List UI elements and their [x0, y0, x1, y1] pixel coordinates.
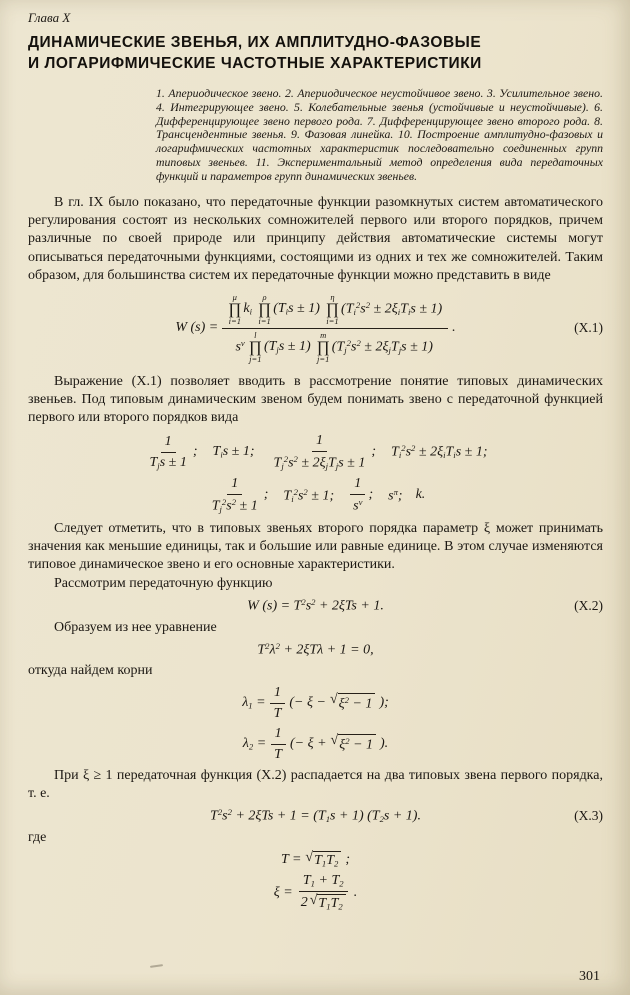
x1-period: .: [452, 320, 456, 336]
product-term: [228, 293, 252, 326]
equation-T-body: [28, 851, 603, 869]
paragraph-where: где: [28, 829, 47, 845]
paragraph-intro: В гл. IX было показано, что передаточные функции разомкнутых систем автоматического регулирования состоят из нескольких сомножителей первого или второго порядков, причем различные по своей природе или принципу действия автоматические системы могут описываться передаточными функциями, состоящими из одних и тех же сомножителей. Таким образом, для большинства систем их передаточные функции можно представить в виде: [28, 194, 603, 284]
equation-x3-body: [28, 807, 603, 824]
product-upper-limit: η: [330, 291, 335, 302]
product-symbol: ∏: [228, 300, 242, 318]
equation-xi: [28, 873, 603, 912]
square-root: [331, 734, 376, 753]
denominator-prefix: $s^\nu$: [235, 338, 245, 355]
link-term: $T_i^2s^2 \pm 2\xi_iT_is \pm 1$;: [391, 443, 488, 461]
equation-T: [28, 851, 603, 869]
equation-lambda2-body: [28, 726, 603, 763]
equation-x1-body: [28, 293, 603, 364]
link-term: [145, 434, 197, 471]
equation-xi-body: [28, 873, 603, 912]
equation-lambda1: [28, 685, 603, 722]
fraction-numerator: 1: [354, 476, 362, 492]
T-lhs: T =: [280, 852, 302, 868]
product-body: $(T_is \pm 1)$: [273, 301, 320, 317]
product-body: $k_i$: [243, 301, 253, 317]
equation-quadratic: [28, 641, 603, 658]
page-title-line2: И ЛОГАРИФМИЧЕСКИЕ ЧАСТОТНЫЕ ХАРАКТЕРИСТИКИ: [28, 55, 482, 72]
lambda1-post: );: [379, 695, 389, 711]
radicand: $T_1T_2$: [317, 894, 345, 912]
link-term: $s^\pi$;: [388, 486, 403, 504]
fraction-numerator: 1: [164, 433, 172, 449]
equation-label-x1: (X.1): [574, 320, 603, 336]
fraction-numerator: 1: [274, 725, 282, 741]
xi-lhs: ξ =: [273, 884, 293, 900]
sqrt-symbol: √: [330, 733, 339, 749]
radicand: $\xi^2 - 1$: [338, 734, 376, 753]
denominator-coefficient: 2: [300, 895, 308, 911]
product-lower-limit: i=1: [326, 315, 339, 326]
square-root: [305, 851, 341, 869]
paragraph-consider: Рассмотрим передаточную функцию: [54, 575, 273, 591]
product-body: $(T_j^2s^2 \pm 2\xi_jT_js \pm 1)$: [331, 338, 433, 356]
equation-label-x3: (X.3): [574, 808, 603, 824]
link-fraction: [349, 476, 366, 514]
equation-lambda2: [28, 726, 603, 763]
fraction-denominator: [297, 892, 350, 912]
fraction-numerator: 1: [231, 476, 239, 492]
fraction-denominator: $T_j^2s^2 \pm 1$: [211, 497, 258, 515]
link-term: k.: [415, 487, 426, 503]
product-lower-limit: i=1: [228, 315, 241, 326]
fraction-denominator: $T_j^2s^2 \pm 2\xi_jT_js \pm 1$: [273, 453, 366, 471]
paragraph-xi-note: Следует отметить, что в типовых звеньях второго порядка параметр ξ может принимать значения как меньшие единицы, так и большие или равные единице. В этом случае изменяются типовое динамическое звено и его основные характеристики.: [28, 520, 603, 573]
product-operator: [317, 331, 330, 364]
scan-mark: [150, 964, 163, 968]
x1-lhs: W (s) =: [175, 320, 219, 336]
product-upper-limit: l: [254, 329, 257, 340]
page-title-line1: ДИНАМИЧЕСКИЕ ЗВЕНЬЯ, ИХ АМПЛИТУДНО-ФАЗОВЫЕ: [28, 34, 482, 51]
separator: ;: [371, 444, 377, 460]
lambda2-fraction: [270, 726, 286, 763]
x2-expression: W $(s) = T^2s^2 + 2\xi Ts + 1$.: [247, 597, 384, 614]
product-term: [258, 293, 320, 326]
link-term: [349, 476, 373, 514]
page-number: 301: [579, 969, 600, 984]
link-term: [208, 476, 269, 514]
product-lower-limit: i=1: [258, 315, 271, 326]
chapter-abstract: 1. Апериодическое звено. 2. Апериодическое неустойчивое звено. 3. Усилительное звено. 4. Интегрирующее звено. 5. Колебательные звенья (устойчивые и неустойчивые). 6. Дифференцирующее звено первого рода. 7. Дифференцирующее звено второго рода. 8. Трансцендентные звенья. 9. Фазовая линейка. 10. Построение амплитудно-фазовых и логарифмических частотных характеристик последовательно соединенных групп типовых звеньев. 11. Экспериментальный метод определения вида передаточных функций и параметров групп динамических звеньев.: [156, 86, 603, 183]
lambda1-fraction: [270, 685, 286, 722]
fraction-denominator: $T_js \pm 1$: [149, 454, 187, 471]
x1-numerator: [222, 293, 448, 329]
product-upper-limit: m: [320, 329, 327, 340]
separator: ;: [368, 487, 374, 503]
link-term: $T_i^2s^2 \pm 1$;: [283, 486, 335, 504]
lambda2-lhs: $\lambda_2$ =: [242, 736, 267, 752]
equation-x3: [28, 807, 603, 824]
product-lower-limit: j=1: [317, 353, 330, 364]
x3-expression: $T^2s^2 + 2\xi Ts + 1 = (T_1s + 1) (T_2s + 1)$.: [210, 807, 421, 825]
sqrt-symbol: √: [329, 692, 338, 708]
lambda1-lhs: $\lambda_1$ =: [242, 695, 266, 711]
link-fraction: [145, 434, 190, 471]
quadratic-expression: $T^2\lambda^2 + 2\xi T\lambda + 1 = 0$,: [257, 640, 374, 658]
xi-tail: .: [353, 884, 358, 900]
equation-x1: [28, 293, 603, 364]
link-fraction: [270, 433, 370, 471]
fraction-numerator: 1: [315, 432, 323, 448]
x1-denominator: [231, 329, 438, 364]
link-fraction: [208, 476, 262, 514]
fraction-denominator: T: [273, 705, 282, 721]
fraction-numerator: $T_1 + T_2$: [302, 873, 344, 889]
equation-label-x2: (X.2): [574, 597, 603, 613]
T-tail: ;: [345, 852, 351, 868]
sqrt-symbol: √: [305, 850, 314, 866]
radicand: $T_1T_2$: [313, 851, 341, 869]
product-operator: [228, 293, 241, 326]
typical-links-row2: [28, 476, 603, 514]
equation-lambda1-body: [28, 685, 603, 722]
typical-links-row1-body: [28, 433, 603, 471]
paragraph-roots: откуда найдем корни: [28, 663, 153, 679]
link-term: $T_is \pm 1$;: [212, 444, 255, 460]
product-operator: [258, 293, 271, 326]
page-title: [28, 32, 603, 74]
equation-quadratic-body: [28, 641, 603, 658]
typical-links-row2-body: [28, 476, 603, 514]
link-term: [270, 433, 377, 471]
lambda1-pre: (− ξ −: [289, 695, 326, 711]
paragraph-form-equation: Образуем из нее уравнение: [54, 619, 217, 635]
product-symbol: ∏: [258, 300, 272, 318]
product-symbol: ∏: [325, 300, 340, 318]
paragraph-decomposition: При ξ ≥ 1 передаточная функция (X.2) распадается на два типовых звена первого порядка, т. е.: [28, 767, 603, 802]
product-symbol: ∏: [248, 338, 262, 356]
lambda2-pre: (− ξ +: [289, 736, 327, 752]
radicand: $\xi^2 - 1$: [338, 693, 376, 712]
separator: ;: [192, 444, 198, 460]
xi-fraction: [297, 873, 350, 912]
fraction-denominator: $s^\nu$: [353, 497, 363, 514]
x1-fraction: [222, 293, 448, 364]
product-term: [249, 331, 311, 364]
product-operator: [326, 293, 339, 326]
chapter-header: Глава X: [28, 10, 71, 25]
fraction-numerator: 1: [273, 684, 281, 700]
product-upper-limit: ρ: [262, 291, 267, 302]
product-symbol: ∏: [316, 338, 330, 356]
equation-x2: [28, 597, 603, 614]
product-lower-limit: j=1: [249, 353, 262, 364]
sqrt-symbol: √: [309, 893, 318, 909]
product-term: [326, 293, 442, 326]
equation-x2-body: [28, 597, 603, 614]
separator: ;: [263, 487, 269, 503]
typical-links-row1: [28, 433, 603, 471]
paragraph-typical-links: Выражение (X.1) позволяет вводить в рассмотрение понятие типовых динамических звеньев. Под типовым динамическим звеном будем понимать звено с передаточной функцией первого или второго порядков вида: [28, 373, 603, 426]
lambda2-post: ).: [380, 736, 389, 752]
product-body: $(T_js \pm 1)$: [263, 339, 311, 355]
square-root: [330, 693, 375, 712]
square-root: [310, 894, 346, 912]
product-upper-limit: μ: [232, 291, 237, 302]
product-term: [317, 331, 433, 364]
fraction-denominator: T: [274, 746, 282, 762]
product-operator: [249, 331, 262, 364]
product-body: $(T_i^2s^2 \pm 2\xi_iT_is \pm 1)$: [341, 300, 443, 318]
